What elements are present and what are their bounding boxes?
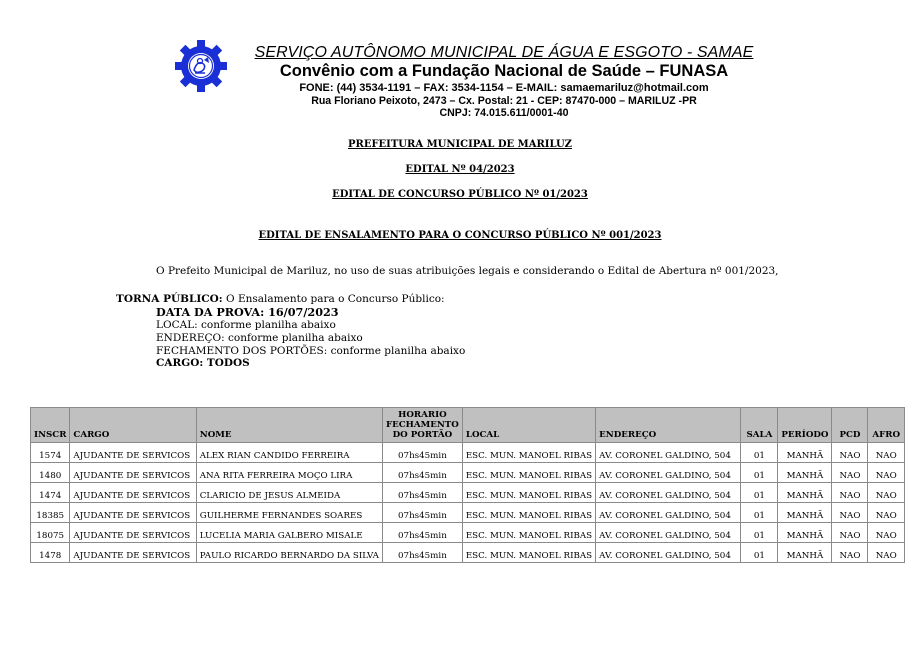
cell-sala: 01 bbox=[741, 503, 778, 523]
cell-pcd: NAO bbox=[832, 483, 868, 503]
col-cargo: CARGO bbox=[70, 408, 196, 443]
col-nome: NOME bbox=[196, 408, 382, 443]
table-row bbox=[31, 483, 905, 503]
cell-pcd: NAO bbox=[832, 463, 868, 483]
cell-sala: 01 bbox=[741, 543, 778, 563]
cell-afro: NAO bbox=[868, 463, 905, 483]
table-header-row bbox=[31, 408, 905, 443]
title-edital-ensalamento: EDITAL DE ENSALAMENTO PARA O CONCURSO PÚBLICO Nº 001/2023 bbox=[258, 230, 662, 241]
table-row bbox=[31, 463, 905, 483]
org-subtitle: Convênio com a Fundação Nacional de Saúde – FUNASA bbox=[279, 62, 729, 80]
cell-periodo: MANHÃ bbox=[778, 483, 832, 503]
cell-inscr: 18385 bbox=[31, 503, 70, 523]
cell-periodo: MANHÃ bbox=[778, 463, 832, 483]
cell-endereco: AV. CORONEL GALDINO, 504 bbox=[596, 543, 741, 563]
torna-publico-label: TORNA PÚBLICO: bbox=[116, 293, 223, 305]
cell-local: ESC. MUN. MANOEL RIBAS bbox=[462, 523, 595, 543]
cell-inscr: 1474 bbox=[31, 483, 70, 503]
cell-endereco: AV. CORONEL GALDINO, 504 bbox=[596, 523, 741, 543]
cell-endereco: AV. CORONEL GALDINO, 504 bbox=[596, 443, 741, 463]
cell-nome: ANA RITA FERREIRA MOÇO LIRA bbox=[196, 463, 382, 483]
exam-position: CARGO: TODOS bbox=[156, 357, 250, 369]
cell-nome: GUILHERME FERNANDES SOARES bbox=[196, 503, 382, 523]
exam-address: ENDEREÇO: conforme planilha abaixo bbox=[156, 332, 363, 344]
cell-inscr: 1478 bbox=[31, 543, 70, 563]
cell-nome: PAULO RICARDO BERNARDO DA SILVA bbox=[196, 543, 382, 563]
cell-pcd: NAO bbox=[832, 543, 868, 563]
col-horario bbox=[382, 408, 462, 443]
cell-nome: LUCELIA MARIA GALBERO MISALE bbox=[196, 523, 382, 543]
cell-horario: 07hs45min bbox=[382, 503, 462, 523]
cell-afro: NAO bbox=[868, 523, 905, 543]
cell-cargo: AJUDANTE DE SERVICOS bbox=[70, 443, 196, 463]
cell-sala: 01 bbox=[741, 463, 778, 483]
col-horario-line3: DO PORTÃO bbox=[392, 430, 453, 440]
cell-cargo: AJUDANTE DE SERVICOS bbox=[70, 543, 196, 563]
cell-cargo: AJUDANTE DE SERVICOS bbox=[70, 463, 196, 483]
cell-inscr: 1480 bbox=[31, 463, 70, 483]
cell-local: ESC. MUN. MANOEL RIBAS bbox=[462, 443, 595, 463]
org-contact: FONE: (44) 3534-1191 – FAX: 3534-1154 – E-MAIL: samaemariluz@hotmail.com bbox=[299, 82, 709, 94]
title-edital-concurso: EDITAL DE CONCURSO PÚBLICO Nº 01/2023 bbox=[332, 189, 588, 200]
cell-afro: NAO bbox=[868, 483, 905, 503]
cell-sala: 01 bbox=[741, 523, 778, 543]
cell-sala: 01 bbox=[741, 483, 778, 503]
cell-cargo: AJUDANTE DE SERVICOS bbox=[70, 483, 196, 503]
cell-nome: ALEX RIAN CANDIDO FERREIRA bbox=[196, 443, 382, 463]
col-horario-line2: FECHAMENTO bbox=[385, 420, 459, 430]
cell-local: ESC. MUN. MANOEL RIBAS bbox=[462, 463, 595, 483]
col-horario-line1: HORARIO bbox=[398, 410, 447, 420]
gate-closing: FECHAMENTO DOS PORTÕES: conforme planilha abaixo bbox=[156, 345, 466, 357]
cell-pcd: NAO bbox=[832, 503, 868, 523]
cell-endereco: AV. CORONEL GALDINO, 504 bbox=[596, 463, 741, 483]
cell-inscr: 18075 bbox=[31, 523, 70, 543]
cell-local: ESC. MUN. MANOEL RIBAS bbox=[462, 543, 595, 563]
col-endereco: ENDEREÇO bbox=[596, 408, 741, 443]
org-title: SERVIÇO AUTÔNOMO MUNICIPAL DE ÁGUA E ESGOTO - SAMAE bbox=[254, 44, 754, 61]
cell-pcd: NAO bbox=[832, 523, 868, 543]
cell-local: ESC. MUN. MANOEL RIBAS bbox=[462, 503, 595, 523]
org-address: Rua Floriano Peixoto, 2473 – Cx. Postal: 21 - CEP: 87470-000 – MARILUZ -PR bbox=[311, 95, 697, 107]
cell-horario: 07hs45min bbox=[382, 443, 462, 463]
cell-horario: 07hs45min bbox=[382, 463, 462, 483]
cell-cargo: AJUDANTE DE SERVICOS bbox=[70, 523, 196, 543]
org-cnpj: CNPJ: 74.015.611/0001-40 bbox=[439, 107, 569, 119]
intro-paragraph: O Prefeito Municipal de Mariluz, no uso de suas atribuições legais e considerando o Edital de Abertura nº 001/2023, bbox=[156, 265, 779, 277]
title-prefeitura: PREFEITURA MUNICIPAL DE MARILUZ bbox=[348, 139, 572, 150]
table-row bbox=[31, 503, 905, 523]
cell-periodo: MANHÃ bbox=[778, 503, 832, 523]
exam-location: LOCAL: conforme planilha abaixo bbox=[156, 319, 336, 331]
table-row bbox=[31, 523, 905, 543]
cell-nome: CLARICIO DE JESUS ALMEIDA bbox=[196, 483, 382, 503]
col-local: LOCAL bbox=[462, 408, 595, 443]
cell-pcd: NAO bbox=[832, 443, 868, 463]
torna-publico-text: O Ensalamento para o Concurso Público: bbox=[222, 293, 445, 305]
cell-horario: 07hs45min bbox=[382, 483, 462, 503]
cell-endereco: AV. CORONEL GALDINO, 504 bbox=[596, 483, 741, 503]
cell-inscr: 1574 bbox=[31, 443, 70, 463]
col-pcd: PCD bbox=[832, 408, 868, 443]
cell-periodo: MANHÃ bbox=[778, 543, 832, 563]
exam-date: DATA DA PROVA: 16/07/2023 bbox=[156, 305, 339, 319]
table-row bbox=[31, 443, 905, 463]
cell-cargo: AJUDANTE DE SERVICOS bbox=[70, 503, 196, 523]
col-sala: SALA bbox=[741, 408, 778, 443]
samae-gear-logo-icon bbox=[175, 40, 227, 92]
col-inscr: INSCR bbox=[31, 408, 70, 443]
title-edital: EDITAL Nº 04/2023 bbox=[405, 164, 515, 175]
torna-publico bbox=[116, 293, 445, 305]
cell-afro: NAO bbox=[868, 443, 905, 463]
cell-afro: NAO bbox=[868, 503, 905, 523]
cell-endereco: AV. CORONEL GALDINO, 504 bbox=[596, 503, 741, 523]
cell-horario: 07hs45min bbox=[382, 543, 462, 563]
col-afro: AFRO bbox=[868, 408, 905, 443]
seating-table bbox=[30, 407, 905, 563]
col-periodo: PERÍODO bbox=[778, 408, 832, 443]
cell-afro: NAO bbox=[868, 543, 905, 563]
cell-periodo: MANHÃ bbox=[778, 443, 832, 463]
cell-local: ESC. MUN. MANOEL RIBAS bbox=[462, 483, 595, 503]
cell-periodo: MANHÃ bbox=[778, 523, 832, 543]
cell-horario: 07hs45min bbox=[382, 523, 462, 543]
cell-sala: 01 bbox=[741, 443, 778, 463]
table-row bbox=[31, 543, 905, 563]
